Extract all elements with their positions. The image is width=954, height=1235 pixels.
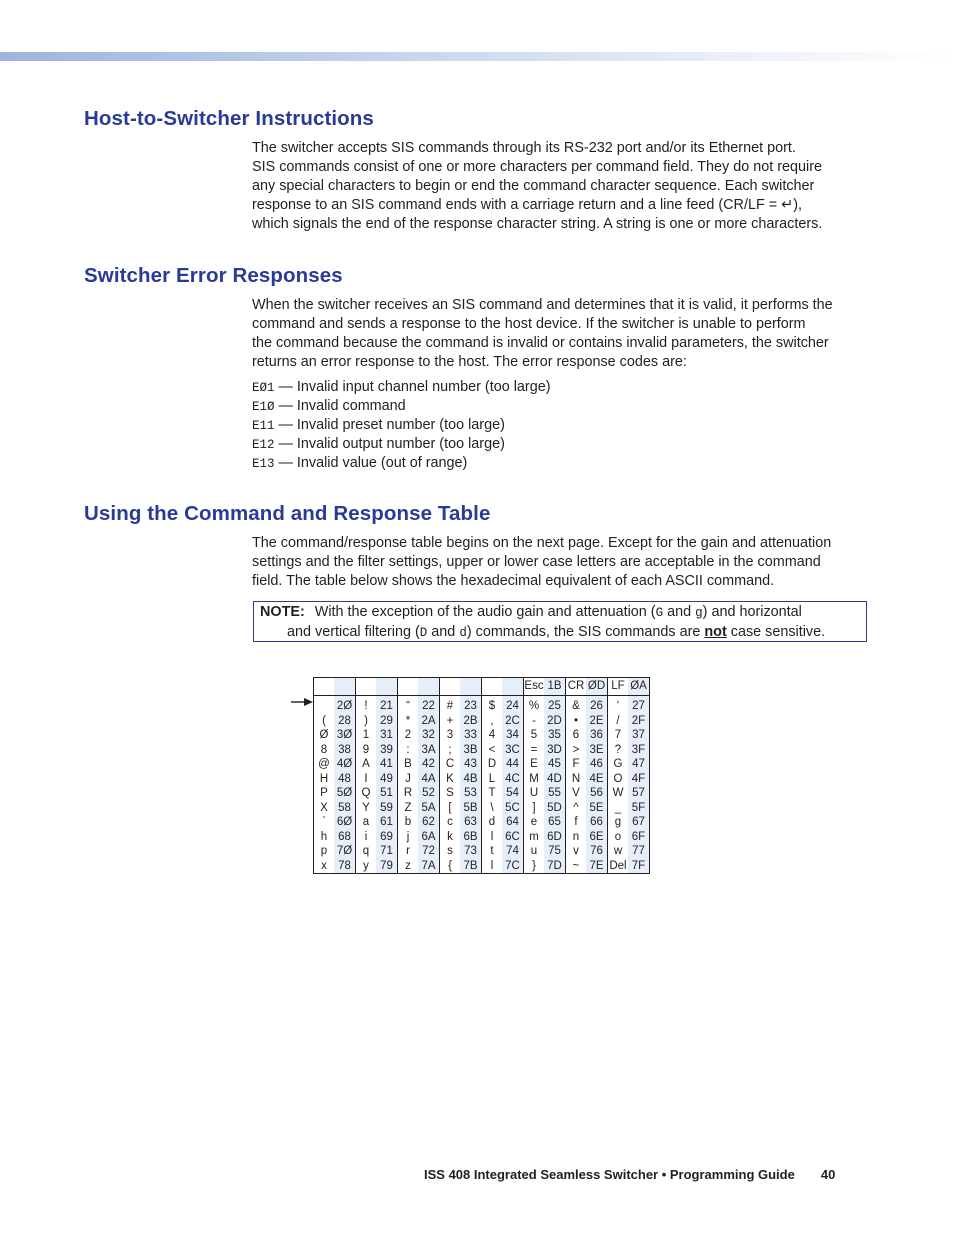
hex-code-cell: 4B <box>460 772 482 787</box>
hex-code-cell: 52 <box>418 786 440 801</box>
body-line: field. The table below shows the hexadecimal equivalent of each ASCII command. <box>252 573 775 589</box>
ascii-char-cell: 1 <box>356 728 377 743</box>
ascii-char-cell: ] <box>524 801 545 816</box>
hex-code-cell: 58 <box>334 801 356 816</box>
ascii-char-cell: X <box>314 801 335 816</box>
hex-code-cell: 2Ø <box>334 696 356 714</box>
hex-code-cell: 79 <box>376 859 398 874</box>
hex-code-cell: 28 <box>334 714 356 729</box>
ascii-char-cell: + <box>440 714 461 729</box>
ascii-char-cell: / <box>608 714 629 729</box>
ascii-char-cell: N <box>566 772 587 787</box>
hex-code-cell: 6B <box>460 830 482 845</box>
error-code: E11 <box>252 419 275 433</box>
ascii-char-cell: Q <box>356 786 377 801</box>
hex-code-cell: 29 <box>376 714 398 729</box>
error-code-item <box>252 397 852 416</box>
hex-code-cell <box>376 678 398 696</box>
table-row <box>314 743 650 758</box>
hex-code-cell: 67 <box>628 815 650 830</box>
hex-code-cell <box>418 678 440 696</box>
hex-code-cell: 5C <box>502 801 524 816</box>
ascii-char-cell: i <box>356 830 377 845</box>
hex-code-cell: 3A <box>418 743 440 758</box>
hex-code-cell: 53 <box>460 786 482 801</box>
ascii-char-cell: Y <box>356 801 377 816</box>
body-line: returns an error response to the host. The error response codes are: <box>252 354 687 370</box>
hex-code-cell: 57 <box>628 786 650 801</box>
hex-code-cell: 2B <box>460 714 482 729</box>
error-code: E1Ø <box>252 400 275 414</box>
ascii-char-cell: = <box>524 743 545 758</box>
hex-code-cell: 1B <box>544 678 566 696</box>
ascii-char-cell: ~ <box>566 859 587 874</box>
hex-code-cell: 6D <box>544 830 566 845</box>
hex-code-cell: 4E <box>586 772 608 787</box>
ascii-char-cell: } <box>524 859 545 874</box>
note-text: ) commands, the SIS commands are <box>466 624 705 640</box>
ascii-char-cell: O <box>608 772 629 787</box>
table-row <box>314 844 650 859</box>
note-text: With the exception of the audio gain and attenuation ( <box>314 604 656 620</box>
error-code: E12 <box>252 438 275 452</box>
hex-code-cell: 51 <box>376 786 398 801</box>
ascii-char-cell: D <box>482 757 503 772</box>
hex-code-cell: 25 <box>544 696 566 714</box>
hex-code-cell: 7F <box>628 859 650 874</box>
ascii-char-cell: B <box>398 757 419 772</box>
ascii-char-cell: J <box>398 772 419 787</box>
note-text: ) and horizontal <box>702 604 802 620</box>
ascii-char-cell: ; <box>440 743 461 758</box>
hex-code-cell: 24 <box>502 696 524 714</box>
ascii-char-cell <box>440 678 461 696</box>
ascii-char-cell: U <box>524 786 545 801</box>
ascii-char-cell: n <box>566 830 587 845</box>
note-code: g <box>695 606 703 620</box>
hex-code-cell: 72 <box>418 844 440 859</box>
ascii-char-cell: # <box>440 696 461 714</box>
section-title-host-to-switcher: Host-to-Switcher Instructions <box>84 107 374 130</box>
note-emphasis: not <box>704 624 727 640</box>
ascii-char-cell: ^ <box>566 801 587 816</box>
ascii-char-cell: Esc <box>524 678 545 696</box>
ascii-char-cell: y <box>356 859 377 874</box>
ascii-char-cell: Del <box>609 859 627 872</box>
ascii-char-cell: 8 <box>314 743 335 758</box>
table-row <box>314 786 650 801</box>
hex-code-cell: 5E <box>586 801 608 816</box>
hex-code-cell: 35 <box>544 728 566 743</box>
section-title-command-table: Using the Command and Response Table <box>84 502 491 525</box>
hex-code-cell: 73 <box>460 844 482 859</box>
hex-code-cell: 3C <box>502 743 524 758</box>
header-gradient-bar <box>0 52 954 61</box>
hex-code-cell: 37 <box>628 728 650 743</box>
ascii-char-cell: a <box>356 815 377 830</box>
hex-code-cell: 31 <box>376 728 398 743</box>
error-code-item <box>252 378 852 397</box>
hex-code-cell: 3D <box>544 743 566 758</box>
ascii-char-cell: T <box>482 786 503 801</box>
ascii-char-cell: o <box>608 830 629 845</box>
ascii-char-cell: E <box>524 757 545 772</box>
hex-code-cell: 42 <box>418 757 440 772</box>
error-code: EØ1 <box>252 381 275 395</box>
ascii-char-cell: p <box>314 844 335 859</box>
hex-code-cell: 56 <box>586 786 608 801</box>
ascii-char-cell: s <box>440 844 461 859</box>
ascii-char-cell: H <box>314 772 335 787</box>
hex-code-cell: 21 <box>376 696 398 714</box>
hex-code-cell: 5D <box>544 801 566 816</box>
hex-code-cell: 4D <box>544 772 566 787</box>
ascii-char-cell: $ <box>482 696 503 714</box>
error-desc: — Invalid command <box>278 398 406 414</box>
hex-code-cell: 27 <box>628 696 650 714</box>
page-footer <box>424 1167 874 1182</box>
hex-code-cell: 26 <box>586 696 608 714</box>
ascii-char-cell: l <box>482 830 503 845</box>
hex-code-cell: 55 <box>544 786 566 801</box>
hex-code-cell: 5B <box>460 801 482 816</box>
footer-title: ISS 408 Integrated Seamless Switcher • Programming Guide <box>424 1167 795 1182</box>
note-line-2 <box>260 623 866 643</box>
hex-code-cell: 6F <box>628 830 650 845</box>
hex-code-cell: 4F <box>628 772 650 787</box>
table-row <box>314 714 650 729</box>
ascii-char-cell: % <box>524 696 545 714</box>
note-code: D <box>419 626 428 640</box>
hex-code-cell: 2E <box>586 714 608 729</box>
ascii-char-cell: z <box>398 859 419 874</box>
hex-code-cell: 7B <box>460 859 482 874</box>
table-row <box>314 772 650 787</box>
ascii-char-cell: 4 <box>482 728 503 743</box>
hex-code-cell: 22 <box>418 696 440 714</box>
ascii-char-cell: b <box>398 815 419 830</box>
section-body-host-to-switcher <box>252 139 872 234</box>
body-line: SIS commands consist of one or more characters per command field. They do not require <box>252 159 823 175</box>
hex-code-cell: 3E <box>586 743 608 758</box>
hex-code-cell: 43 <box>460 757 482 772</box>
ascii-char-cell: P <box>314 786 335 801</box>
note-code: d <box>459 626 467 640</box>
hex-code-cell: 3Ø <box>334 728 356 743</box>
arrow-right-icon <box>291 697 313 707</box>
ascii-char-cell: ! <box>356 696 377 714</box>
note-text: and <box>663 604 696 620</box>
ascii-char-cell: F <box>566 757 587 772</box>
ascii-char-cell <box>482 678 503 696</box>
ascii-char-cell: 7 <box>608 728 629 743</box>
ascii-char-cell: q <box>356 844 377 859</box>
table-header-row <box>314 678 650 696</box>
ascii-char-cell: d <box>482 815 503 830</box>
hex-code-cell: 47 <box>628 757 650 772</box>
hex-code-cell <box>460 678 482 696</box>
page-number: 40 <box>820 1167 836 1182</box>
hex-code-cell: 39 <box>376 743 398 758</box>
ascii-char-cell: L <box>482 772 503 787</box>
hex-code-cell: 7C <box>502 859 524 874</box>
ascii-char-cell: I <box>356 772 377 787</box>
note-text: and <box>427 624 460 640</box>
body-line: any special characters to begin or end the command character sequence. Each switcher <box>252 178 815 194</box>
table-row <box>314 801 650 816</box>
ascii-char-cell: h <box>314 830 335 845</box>
hex-code-cell: 7E <box>586 859 608 874</box>
ascii-char-cell: x <box>314 859 335 874</box>
error-code-item <box>252 416 852 435</box>
table-row <box>314 696 650 714</box>
note-box <box>253 601 867 642</box>
note-label: NOTE: <box>260 604 305 620</box>
ascii-char-cell: ? <box>608 743 629 758</box>
body-line: When the switcher receives an SIS command and determines that it is valid, it performs the <box>252 297 833 313</box>
ascii-char-cell: Z <box>398 801 419 816</box>
ascii-char-cell: • <box>566 714 587 729</box>
ascii-char-cell: t <box>482 844 503 859</box>
body-line: The switcher accepts SIS commands through its RS-232 port and/or its Ethernet port. <box>252 140 796 156</box>
table-row <box>314 815 650 830</box>
hex-code-cell: 3F <box>628 743 650 758</box>
ascii-char-cell: 5 <box>524 728 545 743</box>
ascii-char-cell: u <box>524 844 545 859</box>
hex-code-cell: 63 <box>460 815 482 830</box>
section-title-error-responses: Switcher Error Responses <box>84 264 343 287</box>
ascii-char-cell <box>314 696 335 714</box>
ascii-char-cell: ) <box>356 714 377 729</box>
ascii-hex-table <box>313 677 650 874</box>
body-line: command and sends a response to the host device. If the switcher is unable to perform <box>252 316 806 332</box>
ascii-char-cell <box>356 678 377 696</box>
ascii-char-cell: w <box>608 844 629 859</box>
body-line: The command/response table begins on the next page. Except for the gain and attenuation <box>252 535 832 551</box>
ascii-char-cell: - <box>524 714 545 729</box>
error-desc: — Invalid input channel number (too large) <box>278 379 551 395</box>
hex-code-cell: 68 <box>334 830 356 845</box>
hex-code-cell: 5A <box>418 801 440 816</box>
ascii-char-cell: ‘ <box>608 696 629 714</box>
ascii-char-cell: * <box>398 714 419 729</box>
section-body-command-table <box>252 534 872 591</box>
body-line: response to an SIS command ends with a carriage return and a line feed (CR/LF = ↵), <box>252 197 802 213</box>
ascii-char-cell: e <box>524 815 545 830</box>
hex-code-cell: 46 <box>586 757 608 772</box>
ascii-char-cell: K <box>440 772 461 787</box>
hex-code-cell: 6A <box>418 830 440 845</box>
error-code-item <box>252 454 852 473</box>
ascii-char-cell: “ <box>398 696 419 714</box>
hex-code-cell: 64 <box>502 815 524 830</box>
ascii-char-cell: A <box>356 757 377 772</box>
ascii-char-cell: : <box>398 743 419 758</box>
hex-code-cell: 75 <box>544 844 566 859</box>
ascii-char-cell: { <box>440 859 461 874</box>
hex-code-cell: 62 <box>418 815 440 830</box>
hex-code-cell: 66 <box>586 815 608 830</box>
ascii-char-cell: 6 <box>566 728 587 743</box>
hex-code-cell: 78 <box>334 859 356 874</box>
ascii-char-cell: > <box>566 743 587 758</box>
ascii-char-cell: \ <box>482 801 503 816</box>
hex-code-cell <box>502 678 524 696</box>
ascii-char-cell <box>314 678 335 696</box>
ascii-char-cell: , <box>482 714 503 729</box>
hex-code-cell: 3B <box>460 743 482 758</box>
hex-code-cell: 77 <box>628 844 650 859</box>
ascii-char-cell: j <box>398 830 419 845</box>
table-row <box>314 859 650 874</box>
error-desc: — Invalid preset number (too large) <box>278 417 505 433</box>
hex-code-cell: 69 <box>376 830 398 845</box>
body-line: settings and the filter settings, upper or lower case letters are acceptable in the command <box>252 554 821 570</box>
ascii-char-cell: C <box>440 757 461 772</box>
body-line: the command because the command is invalid or contains invalid parameters, the switcher <box>252 335 829 351</box>
hex-code-cell <box>334 678 356 696</box>
ascii-char-cell: S <box>440 786 461 801</box>
ascii-char-cell: 9 <box>356 743 377 758</box>
hex-code-cell: 2C <box>502 714 524 729</box>
hex-code-cell: 48 <box>334 772 356 787</box>
hex-code-cell: 34 <box>502 728 524 743</box>
hex-code-cell: 59 <box>376 801 398 816</box>
note-code: G <box>655 606 664 620</box>
ascii-char-cell: ( <box>314 714 335 729</box>
hex-code-cell: 65 <box>544 815 566 830</box>
hex-code-cell: 61 <box>376 815 398 830</box>
ascii-char-cell: LF <box>608 678 629 696</box>
note-text: and vertical filtering ( <box>287 624 420 640</box>
hex-code-cell: 2A <box>418 714 440 729</box>
ascii-char-cell: Ø <box>314 728 335 743</box>
hex-code-cell: 4Ø <box>334 757 356 772</box>
hex-code-cell: ØA <box>628 678 650 696</box>
ascii-char-cell: r <box>398 844 419 859</box>
hex-code-cell: 4C <box>502 772 524 787</box>
hex-code-cell: 2F <box>628 714 650 729</box>
ascii-char-cell: G <box>608 757 629 772</box>
ascii-char-cell: V <box>566 786 587 801</box>
hex-code-cell: 36 <box>586 728 608 743</box>
hex-code-cell: 44 <box>502 757 524 772</box>
note-text: case sensitive. <box>726 624 826 640</box>
hex-code-cell: 6C <box>502 830 524 845</box>
ascii-char-cell: @ <box>314 757 335 772</box>
error-code-list <box>252 378 852 473</box>
hex-code-cell: 23 <box>460 696 482 714</box>
hex-code-cell: 7Ø <box>334 844 356 859</box>
hex-code-cell: 7D <box>544 859 566 874</box>
ascii-char-cell: m <box>524 830 545 845</box>
ascii-char-cell: l <box>482 859 503 874</box>
ascii-char-cell: ` <box>314 815 335 830</box>
table-row <box>314 728 650 743</box>
hex-code-cell: 6E <box>586 830 608 845</box>
hex-code-cell: ØD <box>586 678 608 696</box>
ascii-char-cell <box>398 678 419 696</box>
error-code-item <box>252 435 852 454</box>
section-body-error-responses <box>252 296 872 372</box>
ascii-char-cell: 2 <box>398 728 419 743</box>
ascii-char-cell: < <box>482 743 503 758</box>
hex-code-cell: 2D <box>544 714 566 729</box>
hex-code-cell: 76 <box>586 844 608 859</box>
hex-code-cell: 38 <box>334 743 356 758</box>
hex-code-cell: 32 <box>418 728 440 743</box>
ascii-char-cell: c <box>440 815 461 830</box>
hex-code-cell: 54 <box>502 786 524 801</box>
hex-code-cell: 41 <box>376 757 398 772</box>
hex-code-cell: 7A <box>418 859 440 874</box>
ascii-char-cell: M <box>524 772 545 787</box>
note-line-1 <box>260 603 866 623</box>
hex-code-cell: 4A <box>418 772 440 787</box>
ascii-char-cell: CR <box>566 678 587 696</box>
table-row <box>314 757 650 772</box>
hex-code-cell: 74 <box>502 844 524 859</box>
hex-code-cell: 5F <box>628 801 650 816</box>
ascii-char-cell: _ <box>608 801 629 816</box>
hex-code-cell: 71 <box>376 844 398 859</box>
ascii-char-cell: v <box>566 844 587 859</box>
error-code: E13 <box>252 457 275 471</box>
hex-code-cell: 45 <box>544 757 566 772</box>
hex-code-cell: 5Ø <box>334 786 356 801</box>
ascii-char-cell: & <box>566 696 587 714</box>
table-row <box>314 830 650 845</box>
error-desc: — Invalid value (out of range) <box>278 455 468 471</box>
hex-code-cell: 33 <box>460 728 482 743</box>
error-desc: — Invalid output number (too large) <box>278 436 505 452</box>
ascii-char-cell: 3 <box>440 728 461 743</box>
hex-code-cell: 6Ø <box>334 815 356 830</box>
ascii-char-cell: k <box>440 830 461 845</box>
ascii-char-cell: W <box>608 786 629 801</box>
body-line: which signals the end of the response character string. A string is one or more characters. <box>252 216 823 232</box>
ascii-char-cell: f <box>566 815 587 830</box>
ascii-char-cell: R <box>398 786 419 801</box>
ascii-char-cell: [ <box>440 801 461 816</box>
hex-code-cell: 49 <box>376 772 398 787</box>
ascii-char-cell: g <box>608 815 629 830</box>
